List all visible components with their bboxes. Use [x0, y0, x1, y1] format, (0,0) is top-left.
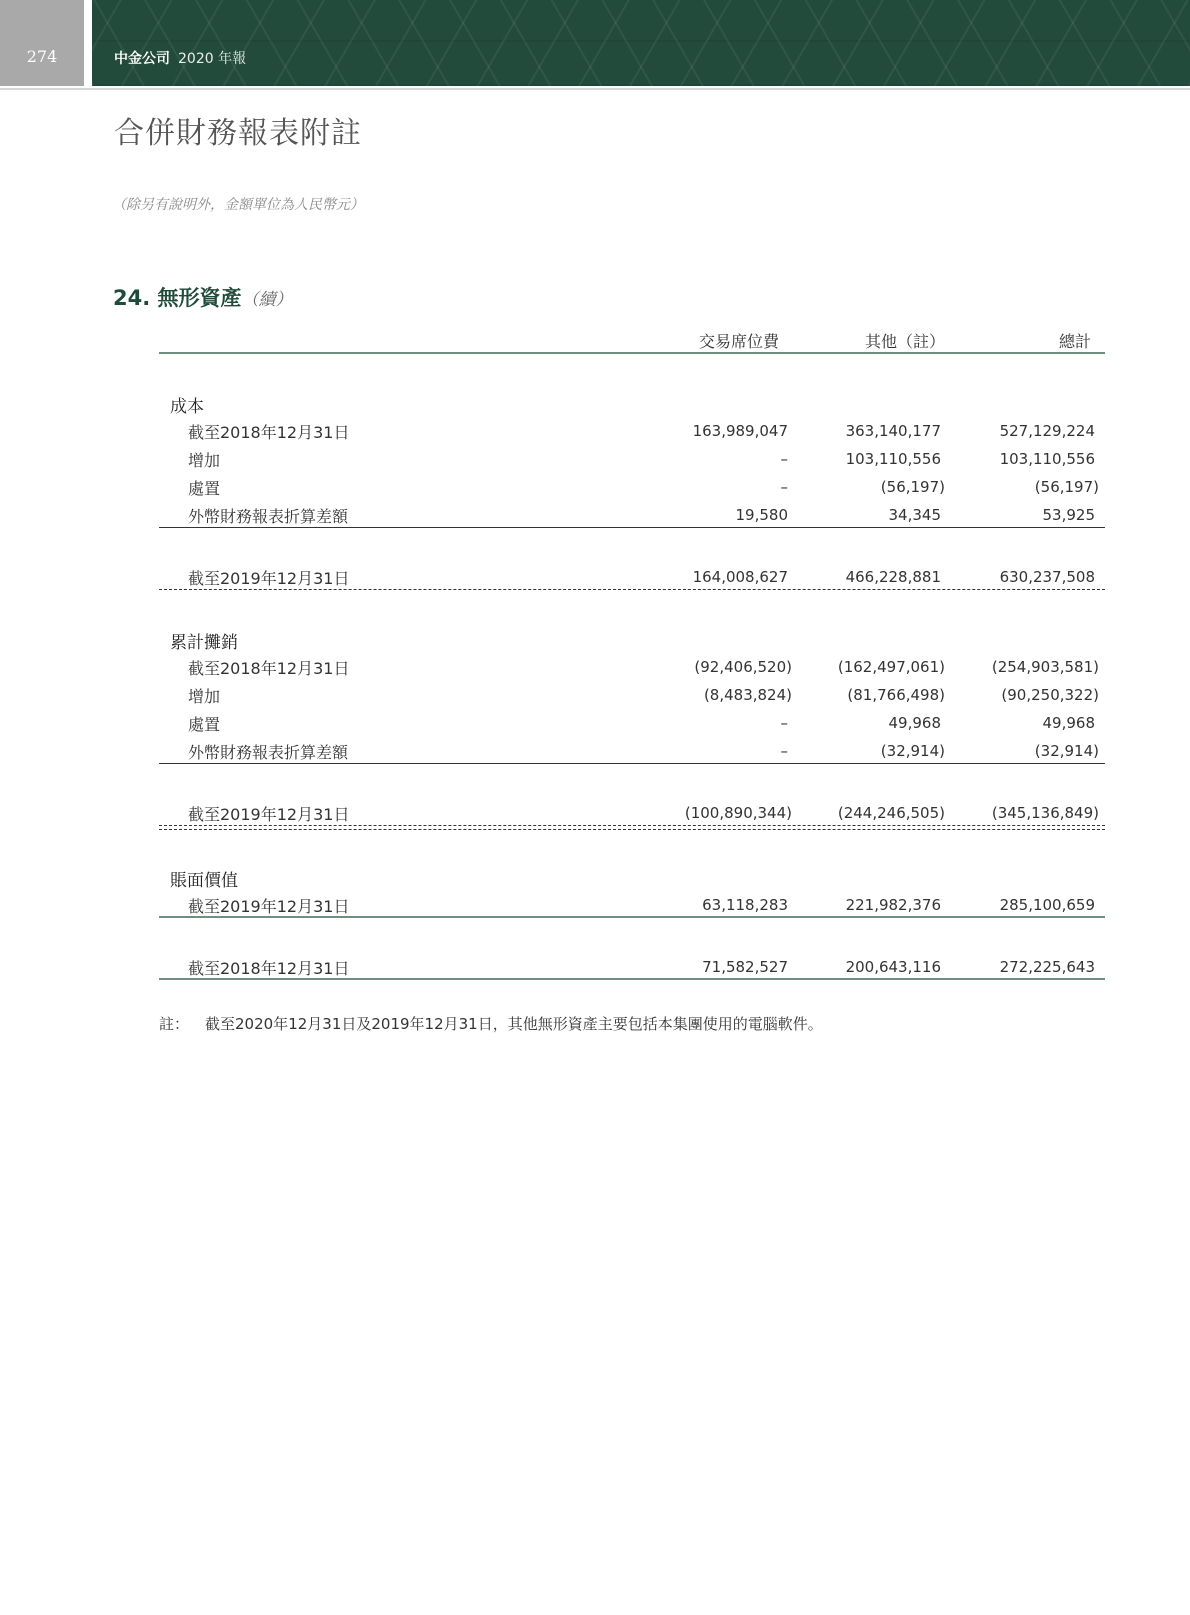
cell-value: (56,197)	[880, 478, 945, 496]
cell-value: (90,250,322)	[1001, 686, 1099, 704]
row-label: 處置	[188, 715, 221, 734]
footnote-text: 截至2020年12月31日及2019年12月31日，其他無形資產主要包括本集團使用的電腦軟件。	[205, 1015, 823, 1033]
cell-value: 34,345	[888, 506, 941, 524]
group-label-cost: 成本	[170, 397, 204, 417]
cell-value: 103,110,556	[845, 450, 941, 468]
cell-value: (32,914)	[880, 742, 945, 760]
total-dashed-rule-double	[159, 829, 1105, 830]
footnote	[159, 1013, 823, 1034]
row-label-total: 截至2019年12月31日	[188, 805, 350, 824]
report-year: 2020 年報	[178, 51, 247, 67]
cell-value: 527,129,224	[999, 422, 1095, 440]
header-banner	[92, 0, 1190, 86]
header-rule	[0, 88, 1190, 90]
cell-value: 163,989,047	[692, 422, 788, 440]
cell-value: (92,406,520)	[694, 658, 792, 676]
cell-total: 466,228,881	[845, 568, 941, 586]
cell-value: 49,968	[1042, 714, 1095, 732]
page-number: 274	[26, 47, 58, 66]
cell-value: –	[780, 742, 788, 760]
row-label: 截至2018年12月31日	[188, 423, 350, 442]
cell-value: (8,483,824)	[703, 686, 792, 704]
cell-value: –	[780, 450, 788, 468]
subtotal-rule	[159, 527, 1105, 528]
row-label: 外幣財務報表折算差額	[188, 743, 349, 762]
section-continued: （續）	[241, 290, 293, 310]
cell-total: (100,890,344)	[684, 804, 792, 822]
column-header-total: 總計	[1059, 332, 1092, 351]
carrying-rule	[159, 978, 1105, 980]
cell-value: 200,643,116	[845, 958, 941, 976]
cell-value: (254,903,581)	[991, 658, 1099, 676]
cell-value: 53,925	[1042, 506, 1095, 524]
group-label-carrying-amount: 賬面價值	[170, 871, 238, 891]
cell-value: 363,140,177	[845, 422, 941, 440]
row-label: 增加	[188, 687, 221, 706]
header-title	[114, 48, 246, 68]
cell-value: –	[780, 478, 788, 496]
cell-value: 285,100,659	[999, 896, 1095, 914]
cell-value: (81,766,498)	[847, 686, 945, 704]
carrying-rule	[159, 916, 1105, 918]
cell-value: 19,580	[735, 506, 788, 524]
cell-value: 221,982,376	[845, 896, 941, 914]
group-label-amortisation: 累計攤銷	[170, 633, 238, 653]
cell-total: 164,008,627	[692, 568, 788, 586]
cell-value: –	[780, 714, 788, 732]
header-rule-line	[159, 352, 1105, 354]
page-title: 合併財務報表附註	[114, 116, 362, 151]
column-header-others: 其他（註）	[865, 332, 946, 351]
row-label: 外幣財務報表折算差額	[188, 507, 349, 526]
column-header-seat-fees: 交易席位費	[699, 332, 780, 351]
subtotal-rule	[159, 763, 1105, 764]
total-dashed-rule	[159, 825, 1105, 826]
section-heading	[113, 282, 293, 312]
footnote-label: 註：	[159, 1015, 190, 1033]
cell-value: 49,968	[888, 714, 941, 732]
cell-value: 71,582,527	[702, 958, 788, 976]
cell-value: (56,197)	[1034, 478, 1099, 496]
row-label: 截至2019年12月31日	[188, 897, 350, 916]
row-label: 截至2018年12月31日	[188, 959, 350, 978]
page-number-box	[0, 0, 84, 86]
row-label-total: 截至2019年12月31日	[188, 569, 350, 588]
cell-value: 272,225,643	[999, 958, 1095, 976]
cell-value: (32,914)	[1034, 742, 1099, 760]
currency-note: （除另有說明外，金額單位為人民幣元）	[112, 197, 364, 213]
company-name: 中金公司	[114, 51, 170, 67]
cell-value: (162,497,061)	[837, 658, 945, 676]
cell-value: 63,118,283	[702, 896, 788, 914]
row-label: 增加	[188, 451, 221, 470]
row-label: 截至2018年12月31日	[188, 659, 350, 678]
section-title: 無形資產	[157, 286, 242, 310]
cell-total: 630,237,508	[999, 568, 1095, 586]
total-dashed-rule	[159, 589, 1105, 590]
cell-total: (345,136,849)	[991, 804, 1099, 822]
cell-value: 103,110,556	[999, 450, 1095, 468]
section-number: 24.	[113, 286, 151, 310]
row-label: 處置	[188, 479, 221, 498]
cell-total: (244,246,505)	[837, 804, 945, 822]
